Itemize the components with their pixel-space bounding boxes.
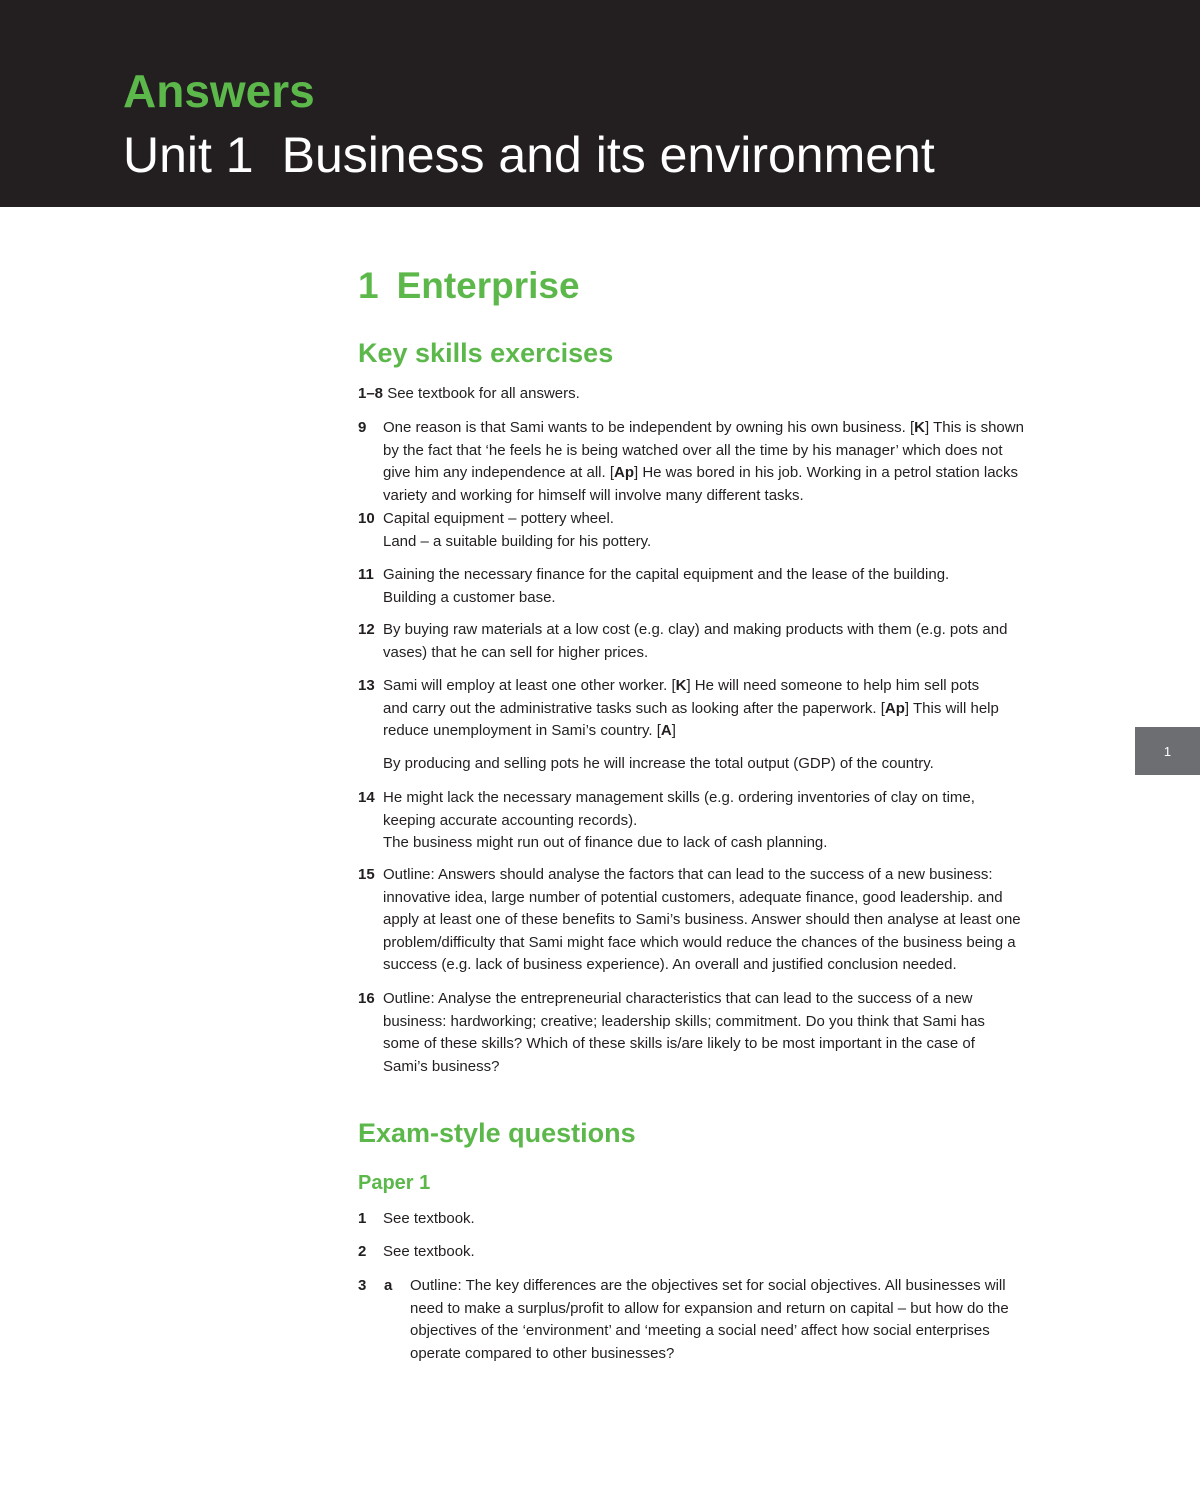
chapter-title bbox=[358, 262, 580, 310]
item-text-line: ] He was bored in his job. Working in a petrol station lacks bbox=[633, 464, 1019, 481]
question-text-line: Outline: The key differences are the objectives set for social objectives. All businesses will bbox=[410, 1277, 1006, 1294]
skill-code: Ap bbox=[884, 699, 905, 717]
item-text-line: Land – a suitable building for his pottery. bbox=[383, 532, 652, 550]
answer-item-9 bbox=[358, 417, 1103, 507]
key-skills-heading: Key skills exercises bbox=[358, 338, 614, 368]
unit-name: Business and its environment bbox=[281, 127, 935, 183]
item-text-line: ] He will need someone to help him sell pots bbox=[686, 677, 980, 694]
item-text-line: ] bbox=[671, 722, 676, 739]
item-text-paragraph: By producing and selling pots he will increase the total output (GDP) of the country. bbox=[383, 754, 934, 772]
item-number: 1–8 bbox=[358, 385, 384, 402]
paper-heading: Paper 1 bbox=[358, 1172, 431, 1194]
item-text-line: success (e.g. lack of business experience). An overall and justified conclusion needed. bbox=[383, 956, 957, 973]
unit-label: Unit 1 bbox=[123, 127, 254, 183]
item-text-line: The business might run out of finance due to lack of cash planning. bbox=[383, 834, 828, 851]
exam-question-2 bbox=[358, 1241, 1103, 1264]
question-number: 2 bbox=[358, 1243, 367, 1260]
item-number: 11 bbox=[358, 566, 374, 583]
item-text-line: Sami’s business? bbox=[383, 1057, 500, 1075]
item-number: 12 bbox=[358, 621, 375, 638]
item-number: 16 bbox=[358, 990, 375, 1007]
item-text-line: business: hardworking; creative; leadership skills; commitment. Do you think that Sami has bbox=[383, 1012, 985, 1030]
item-number: 9 bbox=[358, 419, 367, 436]
item-text-line: He might lack the necessary management skills (e.g. ordering inventories of clay on time, bbox=[383, 789, 975, 806]
skill-code: K bbox=[675, 677, 687, 694]
question-text-line: operate compared to other businesses? bbox=[410, 1344, 675, 1362]
item-number: 14 bbox=[358, 789, 375, 806]
item-number: 13 bbox=[358, 677, 375, 694]
answer-item-14 bbox=[358, 787, 1103, 855]
question-text-line: objectives of the ‘environment’ and ‘meeting a social need’ affect how social enterprises bbox=[410, 1322, 990, 1339]
skill-code: K bbox=[914, 419, 925, 436]
question-text: See textbook. bbox=[383, 1210, 475, 1227]
question-number: 1 bbox=[358, 1210, 367, 1227]
answer-item-11 bbox=[358, 564, 1103, 609]
item-number: 15 bbox=[358, 866, 375, 883]
item-text-line: Building a customer base. bbox=[383, 588, 556, 606]
question-part-letter: a bbox=[384, 1277, 393, 1294]
item-text-line: Capital equipment – pottery wheel. bbox=[383, 510, 614, 527]
chapter-number: 1 bbox=[358, 265, 379, 306]
item-number: 10 bbox=[358, 510, 375, 527]
item-text-line: One reason is that Sami wants to be independent by owning his own business. [ bbox=[383, 419, 915, 436]
unit-title bbox=[123, 124, 935, 186]
answer-item-12 bbox=[358, 619, 1103, 664]
item-text-line: ] This is shown bbox=[925, 419, 1024, 436]
item-text-line: problem/difficulty that Sami might face which would reduce the chances of the business being a bbox=[383, 933, 1016, 951]
question-text: See textbook. bbox=[383, 1243, 475, 1260]
exam-questions-heading: Exam-style questions bbox=[358, 1118, 636, 1148]
question-text-line: need to make a surplus/profit to allow for expansion and return on capital – but how do the bbox=[410, 1299, 1009, 1317]
answer-item-1-8 bbox=[358, 383, 1103, 406]
item-text-line: by the fact that ‘he feels he is being watched over all the time by his manager’ which does not bbox=[383, 441, 1003, 459]
skill-code: Ap bbox=[613, 464, 634, 481]
item-text-line: Gaining the necessary finance for the capital equipment and the lease of the building. bbox=[383, 566, 950, 583]
chapter-name: Enterprise bbox=[396, 265, 580, 306]
item-text-line: Sami will employ at least one other worker. [ bbox=[383, 677, 676, 694]
exam-question-3a bbox=[358, 1275, 1103, 1365]
answer-item-10 bbox=[358, 508, 1103, 553]
item-text-line: give him any independence at all. [ bbox=[383, 464, 614, 481]
page-number: 1 bbox=[1163, 743, 1172, 759]
skill-code: A bbox=[660, 722, 672, 739]
item-text-line: and carry out the administrative tasks such as looking after the paperwork. [ bbox=[383, 699, 885, 717]
item-text-line: innovative idea, large number of potential customers, adequate finance, good leadership. and bbox=[383, 888, 1003, 906]
page-number-tab bbox=[1135, 727, 1200, 775]
item-text: See textbook for all answers. bbox=[387, 385, 580, 402]
exam-question-1 bbox=[358, 1208, 1103, 1231]
item-text-line: vases) that he can sell for higher prices. bbox=[383, 643, 649, 661]
item-text-line: some of these skills? Which of these skills is/are likely to be most important in the case of bbox=[383, 1035, 975, 1052]
item-text-line: Outline: Answers should analyse the factors that can lead to the success of a new business: bbox=[383, 866, 993, 883]
item-text-line: ] This will help bbox=[904, 699, 999, 717]
item-text-line: By buying raw materials at a low cost (e.g. clay) and making products with them (e.g. pots and bbox=[383, 621, 1008, 638]
answer-item-15 bbox=[358, 864, 1103, 977]
item-text-line: reduce unemployment in Sami’s country. [ bbox=[383, 722, 661, 739]
item-text-line: variety and working for himself will involve many different tasks. bbox=[383, 486, 804, 504]
answers-kicker: Answers bbox=[123, 65, 315, 117]
item-text-line: Outline: Analyse the entrepreneurial characteristics that can lead to the success of a new bbox=[383, 990, 973, 1007]
item-text-line: keeping accurate accounting records). bbox=[383, 811, 638, 829]
question-number: 3 bbox=[358, 1277, 367, 1294]
answer-item-13 bbox=[358, 675, 1103, 775]
header-banner bbox=[0, 0, 1200, 207]
answer-item-16 bbox=[358, 988, 1103, 1078]
item-text-line: apply at least one of these benefits to Sami’s business. Answer should then analyse at least one bbox=[383, 911, 1021, 928]
